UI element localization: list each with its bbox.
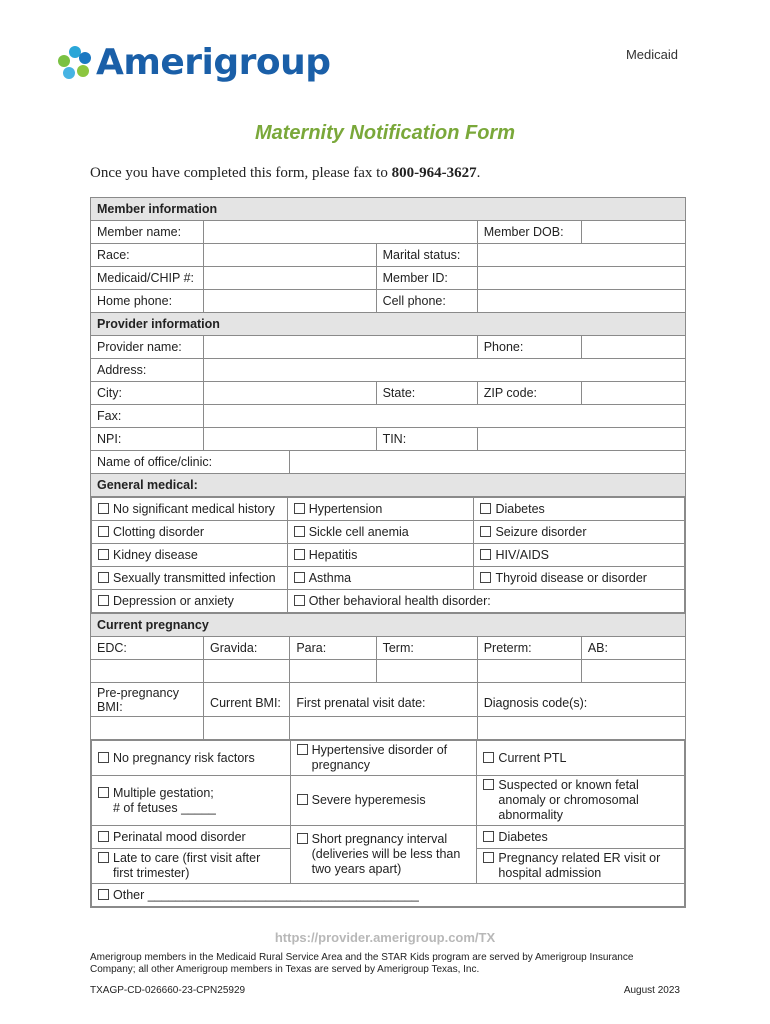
checkbox-icon[interactable] bbox=[294, 595, 305, 606]
gravida-label: Gravida: bbox=[204, 637, 290, 660]
checkbox-other-risk[interactable]: Other _______________________________________ bbox=[92, 884, 685, 907]
checkbox-fetal-anomaly[interactable]: Suspected or known fetal anomaly or chromosomal abnormality bbox=[477, 776, 685, 826]
checkbox-hypertension[interactable]: Hypertension bbox=[287, 498, 474, 521]
checkbox-other-behavioral[interactable]: Other behavioral health disorder: bbox=[287, 590, 684, 613]
checkbox-icon[interactable] bbox=[297, 744, 308, 755]
general-medical-checklist bbox=[91, 497, 686, 614]
form-title: Maternity Notification Form bbox=[254, 122, 515, 144]
member-section-header: Member information bbox=[91, 198, 686, 221]
pre-pregnancy-bmi-field[interactable] bbox=[91, 717, 204, 740]
current-pregnancy-header: Current pregnancy bbox=[91, 614, 686, 637]
npi-field[interactable] bbox=[204, 428, 377, 451]
cell-phone-field[interactable] bbox=[477, 290, 685, 313]
checkbox-seizure-disorder[interactable]: Seizure disorder bbox=[474, 521, 685, 544]
checkbox-short-interval[interactable]: Short pregnancy interval (deliveries will be less than two years apart) bbox=[290, 826, 477, 884]
checkbox-icon[interactable] bbox=[297, 794, 308, 805]
document-code: TXAGP-CD-026660-23-CPN25929 bbox=[90, 985, 246, 996]
zip-code-label: ZIP code: bbox=[477, 382, 581, 405]
checkbox-icon[interactable] bbox=[294, 572, 305, 583]
checkbox-icon[interactable] bbox=[483, 752, 494, 763]
fax-field[interactable] bbox=[204, 405, 686, 428]
para-field[interactable] bbox=[290, 660, 376, 683]
checkbox-icon[interactable] bbox=[294, 503, 305, 514]
fax-instructions bbox=[90, 165, 480, 182]
medicaid-chip-field[interactable] bbox=[204, 267, 377, 290]
pregnancy-risk-checklist bbox=[91, 740, 686, 908]
checkbox-icon[interactable] bbox=[294, 549, 305, 560]
checkbox-severe-hyperemesis[interactable]: Severe hyperemesis bbox=[290, 776, 477, 826]
address-label: Address: bbox=[91, 359, 204, 382]
term-label: Term: bbox=[376, 637, 477, 660]
checkbox-pregnancy-diabetes[interactable]: Diabetes bbox=[477, 826, 685, 849]
checkbox-hypertensive-disorder[interactable]: Hypertensive disorder of pregnancy bbox=[290, 741, 477, 776]
address-field[interactable] bbox=[204, 359, 686, 382]
notification-form-table bbox=[90, 197, 686, 908]
checkbox-no-risk-factors[interactable]: No pregnancy risk factors bbox=[92, 741, 291, 776]
zip-code-field[interactable] bbox=[581, 382, 685, 405]
provider-name-label: Provider name: bbox=[91, 336, 204, 359]
fax-number: 800-964-3627 bbox=[391, 165, 477, 181]
ab-label: AB: bbox=[581, 637, 685, 660]
checkbox-icon[interactable] bbox=[98, 852, 109, 863]
checkbox-icon[interactable] bbox=[294, 526, 305, 537]
race-field[interactable] bbox=[204, 244, 377, 267]
provider-section-header: Provider information bbox=[91, 313, 686, 336]
checkbox-er-visit[interactable]: Pregnancy related ER visit or hospital admission bbox=[477, 849, 685, 884]
pre-pregnancy-bmi-label: Pre-pregnancy BMI: bbox=[91, 683, 204, 717]
member-name-label: Member name: bbox=[91, 221, 204, 244]
first-prenatal-visit-field[interactable] bbox=[290, 717, 477, 740]
edc-field[interactable] bbox=[91, 660, 204, 683]
intro-end: . bbox=[476, 165, 481, 181]
tin-field[interactable] bbox=[477, 428, 685, 451]
member-id-field[interactable] bbox=[477, 267, 685, 290]
checkbox-sickle-cell[interactable]: Sickle cell anemia bbox=[287, 521, 474, 544]
checkbox-late-to-care[interactable]: Late to care (first visit after first trimester) bbox=[92, 849, 291, 884]
provider-name-field[interactable] bbox=[204, 336, 478, 359]
checkbox-multiple-gestation[interactable]: Multiple gestation; # of fetuses _____ bbox=[92, 776, 291, 826]
checkbox-icon[interactable] bbox=[483, 831, 494, 842]
checkbox-diabetes[interactable]: Diabetes bbox=[474, 498, 685, 521]
para-label: Para: bbox=[290, 637, 376, 660]
city-field[interactable] bbox=[204, 382, 377, 405]
city-label: City: bbox=[91, 382, 204, 405]
home-phone-label: Home phone: bbox=[91, 290, 204, 313]
provider-url-link[interactable]: https://provider.amerigroup.com/TX bbox=[274, 930, 496, 945]
ab-field[interactable] bbox=[581, 660, 685, 683]
member-id-label: Member ID: bbox=[376, 267, 477, 290]
checkbox-perinatal-mood[interactable]: Perinatal mood disorder bbox=[92, 826, 291, 849]
checkbox-icon[interactable] bbox=[483, 852, 494, 863]
checkbox-depression-anxiety[interactable]: Depression or anxiety bbox=[92, 590, 288, 613]
current-bmi-field[interactable] bbox=[204, 717, 290, 740]
document-date: August 2023 bbox=[623, 985, 680, 996]
member-dob-label: Member DOB: bbox=[477, 221, 581, 244]
checkbox-hiv-aids[interactable]: HIV/AIDS bbox=[474, 544, 685, 567]
npi-label: NPI: bbox=[91, 428, 204, 451]
member-name-field[interactable] bbox=[204, 221, 478, 244]
checkbox-icon[interactable] bbox=[98, 787, 109, 798]
checkbox-icon[interactable] bbox=[98, 503, 109, 514]
medicaid-chip-label: Medicaid/CHIP #: bbox=[91, 267, 204, 290]
race-label: Race: bbox=[91, 244, 204, 267]
footer-note: Amerigroup members in the Medicaid Rural Service Area and the STAR Kids program are served by Amerigroup Insurance Company; all other Amerigroup members in Texas are served by Amerigroup Texas, Inc. bbox=[90, 952, 634, 975]
diagnosis-codes-label: Diagnosis code(s): bbox=[477, 683, 685, 717]
intro-text: Once you have completed this form, please fax to bbox=[90, 165, 392, 181]
checkbox-icon[interactable] bbox=[480, 572, 491, 583]
home-phone-field[interactable] bbox=[204, 290, 377, 313]
checkbox-asthma[interactable]: Asthma bbox=[287, 567, 474, 590]
checkbox-icon[interactable] bbox=[98, 572, 109, 583]
marital-status-label: Marital status: bbox=[376, 244, 477, 267]
diagnosis-codes-field[interactable] bbox=[477, 717, 685, 740]
first-prenatal-visit-label: First prenatal visit date: bbox=[290, 683, 477, 717]
checkbox-icon[interactable] bbox=[480, 549, 491, 560]
checkbox-kidney-disease[interactable]: Kidney disease bbox=[92, 544, 288, 567]
checkbox-current-ptl[interactable]: Current PTL bbox=[477, 741, 685, 776]
preterm-field[interactable] bbox=[477, 660, 581, 683]
preterm-label: Preterm: bbox=[477, 637, 581, 660]
checkbox-clotting-disorder[interactable]: Clotting disorder bbox=[92, 521, 288, 544]
checkbox-icon[interactable] bbox=[480, 503, 491, 514]
checkbox-no-significant-history[interactable]: No significant medical history bbox=[92, 498, 288, 521]
state-label: State: bbox=[376, 382, 477, 405]
checkbox-icon[interactable] bbox=[297, 833, 308, 844]
term-field[interactable] bbox=[376, 660, 477, 683]
current-bmi-label: Current BMI: bbox=[204, 683, 290, 717]
edc-label: EDC: bbox=[91, 637, 204, 660]
logo-flower-icon bbox=[56, 44, 94, 82]
program-label: Medicaid bbox=[625, 47, 678, 62]
cell-phone-label: Cell phone: bbox=[376, 290, 477, 313]
tin-label: TIN: bbox=[376, 428, 477, 451]
provider-phone-field[interactable] bbox=[581, 336, 685, 359]
checkbox-thyroid[interactable]: Thyroid disease or disorder bbox=[474, 567, 685, 590]
office-clinic-label: Name of office/clinic: bbox=[91, 451, 290, 474]
checkbox-sti[interactable]: Sexually transmitted infection bbox=[92, 567, 288, 590]
provider-phone-label: Phone: bbox=[477, 336, 581, 359]
checkbox-icon[interactable] bbox=[98, 595, 109, 606]
checkbox-icon[interactable] bbox=[98, 549, 109, 560]
checkbox-icon[interactable] bbox=[98, 526, 109, 537]
brand-name: Amerigroup bbox=[96, 42, 331, 83]
checkbox-icon[interactable] bbox=[98, 889, 109, 900]
checkbox-icon[interactable] bbox=[98, 752, 109, 763]
checkbox-icon[interactable] bbox=[480, 526, 491, 537]
checkbox-hepatitis[interactable]: Hepatitis bbox=[287, 544, 474, 567]
general-medical-header: General medical: bbox=[91, 474, 686, 497]
fax-label: Fax: bbox=[91, 405, 204, 428]
gravida-field[interactable] bbox=[204, 660, 290, 683]
checkbox-icon[interactable] bbox=[98, 831, 109, 842]
office-clinic-field[interactable] bbox=[290, 451, 686, 474]
member-dob-field[interactable] bbox=[581, 221, 685, 244]
checkbox-icon[interactable] bbox=[483, 779, 494, 790]
marital-status-field[interactable] bbox=[477, 244, 685, 267]
